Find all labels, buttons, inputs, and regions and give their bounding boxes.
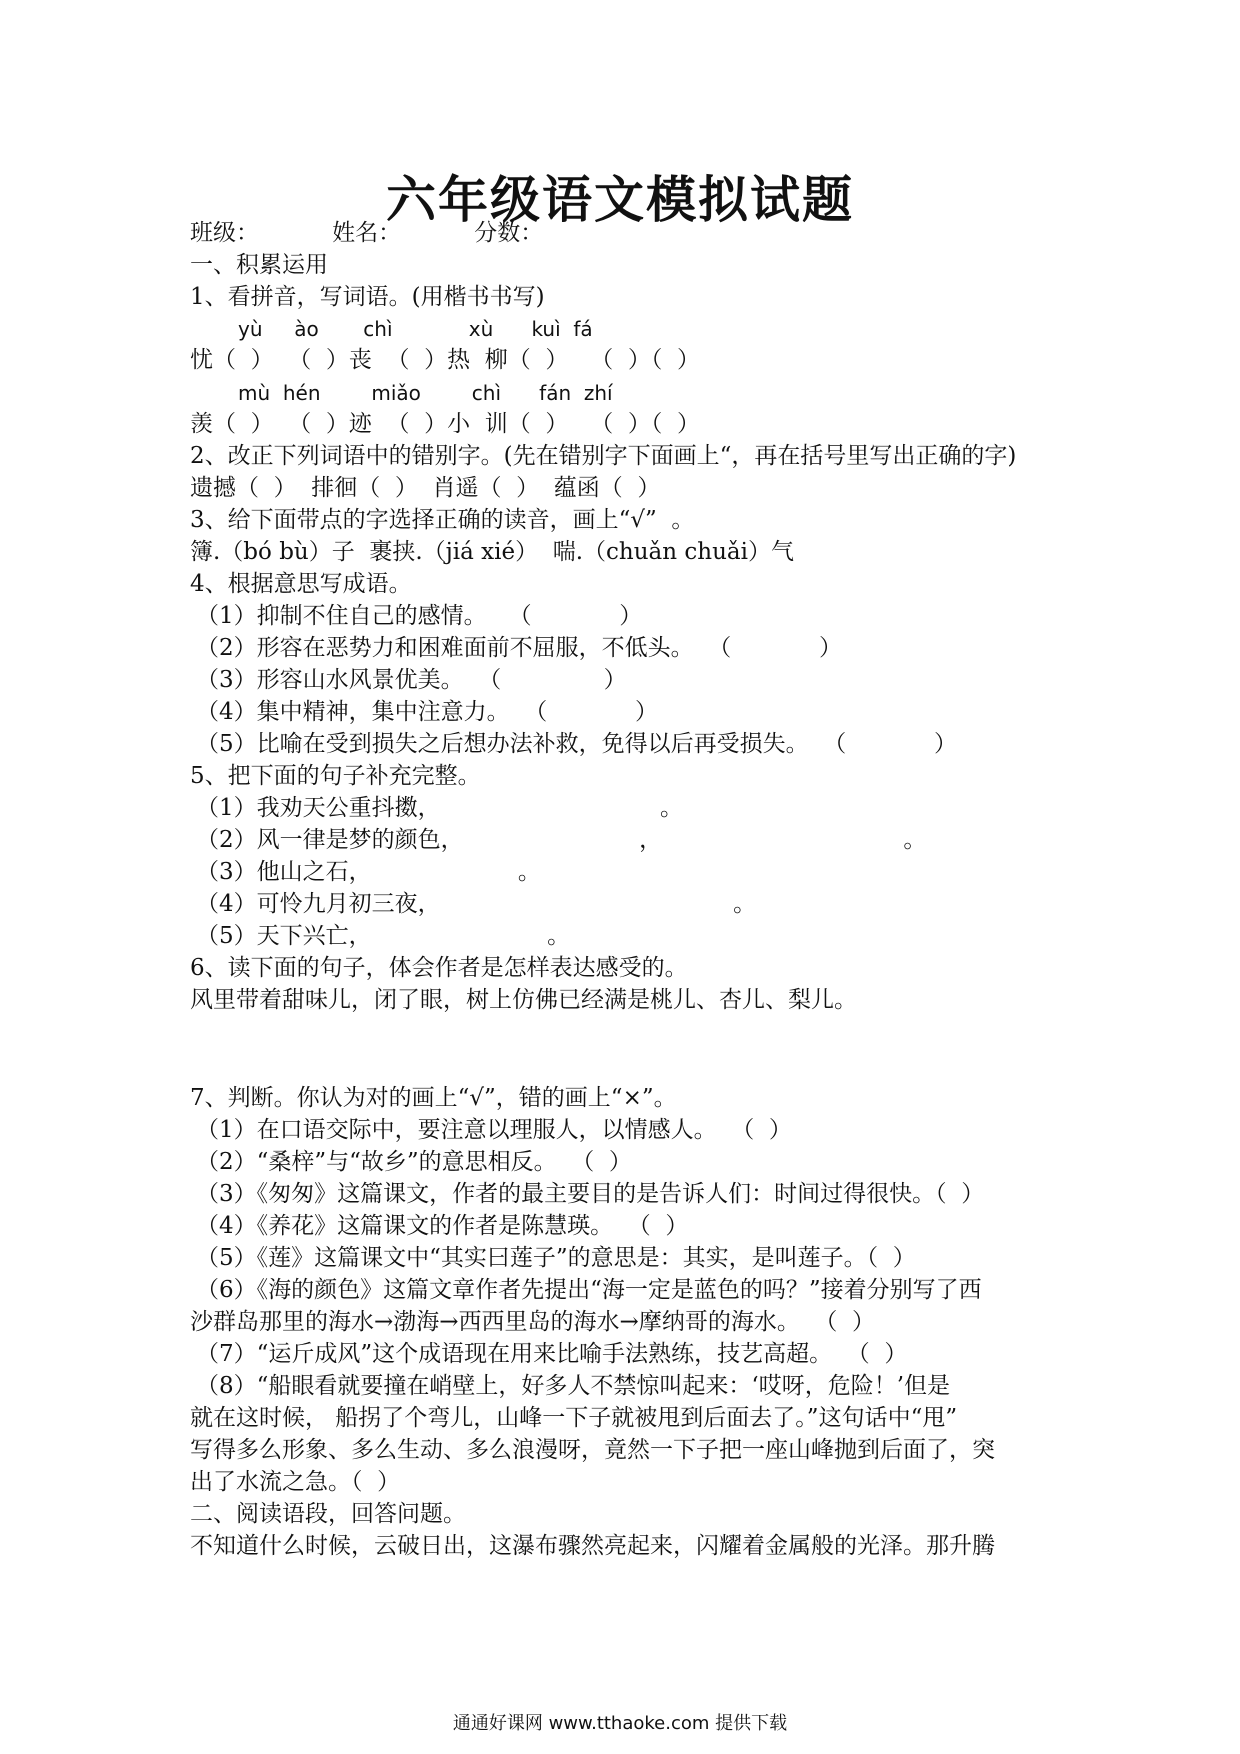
q5-item: （2）风一律是梦的颜色， ， 。 [196,827,927,853]
q6-prompt: 6、读下面的句子，体会作者是怎样表达感受的。 [190,955,688,981]
q4-item: （4）集中精神，集中注意力。 （ ） [196,699,658,725]
q5-prompt: 5、把下面的句子补充完整。 [190,763,481,789]
q7-item: （7）“运斤成风”这个成语现在用来比喻手法熟练，技艺高超。 （ ） [196,1341,908,1367]
q7-item: （4）《养花》这篇课文的作者是陈慧瑛。 （ ） [196,1213,689,1239]
q4-item: （3）形容山水风景优美。 （ ） [196,667,627,693]
q7-item-continued: 就在这时候， 船拐了个弯儿，山峰一下子就被甩到后面去了。”这句话中“甩” [190,1405,958,1431]
q7-item-continued: 沙群岛那里的海水→渤海→西西里岛的海水→摩纳哥的海水。 （ ） [190,1309,876,1335]
reading-paragraph: 不知道什么时候，云破日出，这瀑布骤然亮起来，闪耀着金属般的光泽。那升腾 [190,1533,995,1559]
q4-item: （5）比喻在受到损失之后想办法补救，免得以后再受损失。 （ ） [196,731,957,757]
q6-sentence: 风里带着甜味儿，闭了眼，树上仿佛已经满是桃儿、杏儿、梨儿。 [190,987,857,1013]
q5-item: （3）他山之石， 。 [196,859,541,885]
q7-item-continued: 写得多么形象、多么生动、多么浪漫呀，竟然一下子把一座山峰抛到后面了，突 [190,1437,995,1463]
q7-item-continued: 出了水流之急。（ ） [190,1469,401,1495]
q3-prompt: 3、给下面带点的字选择正确的读音，画上“√” 。 [190,507,695,533]
q7-item: （5）《莲》这篇课文中“其实曰莲子”的意思是：其实，是叫莲子。（ ） [196,1245,916,1271]
q5-item: （4）可怜九月初三夜， 。 [196,891,757,917]
q5-item: （1）我劝天公重抖擞， 。 [196,795,683,821]
q7-item: （1）在口语交际中，要注意以理服人，以情感人。 （ ） [196,1117,792,1143]
q5-item: （5）天下兴亡， 。 [196,923,571,949]
q2-items: 遗撼（ ） 排徊（ ） 肖遥（ ） 蕴函（ ） [190,475,661,501]
q4-item: （1）抑制不住自己的感情。 （ ） [196,603,643,629]
q1-word-row-2: 羡（ ） （ ）迹 （ ）小 训（ ） （ ）（ ） [190,411,701,437]
q1-pinyin-row-2: mù hén miǎo chì fán zhí [238,381,613,405]
page-title: 六年级语文模拟试题 [386,170,854,229]
q1-pinyin-row-1: yù ào chì xù kuì fá [238,317,593,341]
page-footer: 通通好课网 www.tthaoke.com 提供下载 [452,1713,788,1734]
q4-prompt: 4、根据意思写成语。 [190,571,412,597]
q1-prompt: 1、看拼音，写词语。(用楷书书写) [190,284,545,310]
q7-prompt: 7、判断。你认为对的画上“√”，错的画上“×”。 [190,1085,677,1111]
q2-prompt: 2、改正下列词语中的错别字。(先在错别字下面画上“，再在括号里写出正确的字) [190,443,1017,469]
q7-item: （8）“船眼看就要撞在峭壁上，好多人不禁惊叫起来：‘哎呀，危险！’但是 [196,1373,951,1399]
q7-item: （2）“桑梓”与“故乡”的意思相反。 （ ） [196,1149,632,1175]
q4-item: （2）形容在恶势力和困难面前不屈服，不低头。 （ ） [196,635,842,661]
section-heading-2: 二、阅读语段，回答问题。 [190,1501,466,1527]
student-info: 班级： 姓名： 分数： [190,220,544,246]
q7-item: （6）《海的颜色》这篇文章作者先提出“海一定是蓝色的吗？”接着分别写了西 [196,1277,982,1303]
section-heading-1: 一、积累运用 [190,252,328,278]
q7-item: （3）《匆匆》这篇课文，作者的最主要目的是告诉人们：时间过得很快。（ ） [196,1181,985,1207]
q1-word-row-1: 忧（ ） （ ）丧 （ ）热 柳（ ） （ ）（ ） [190,347,701,373]
q3-items: 簿.（bó bù）子 裹挟.（jiá xié） 喘.（chuǎn chuǎi）气 [190,539,794,565]
